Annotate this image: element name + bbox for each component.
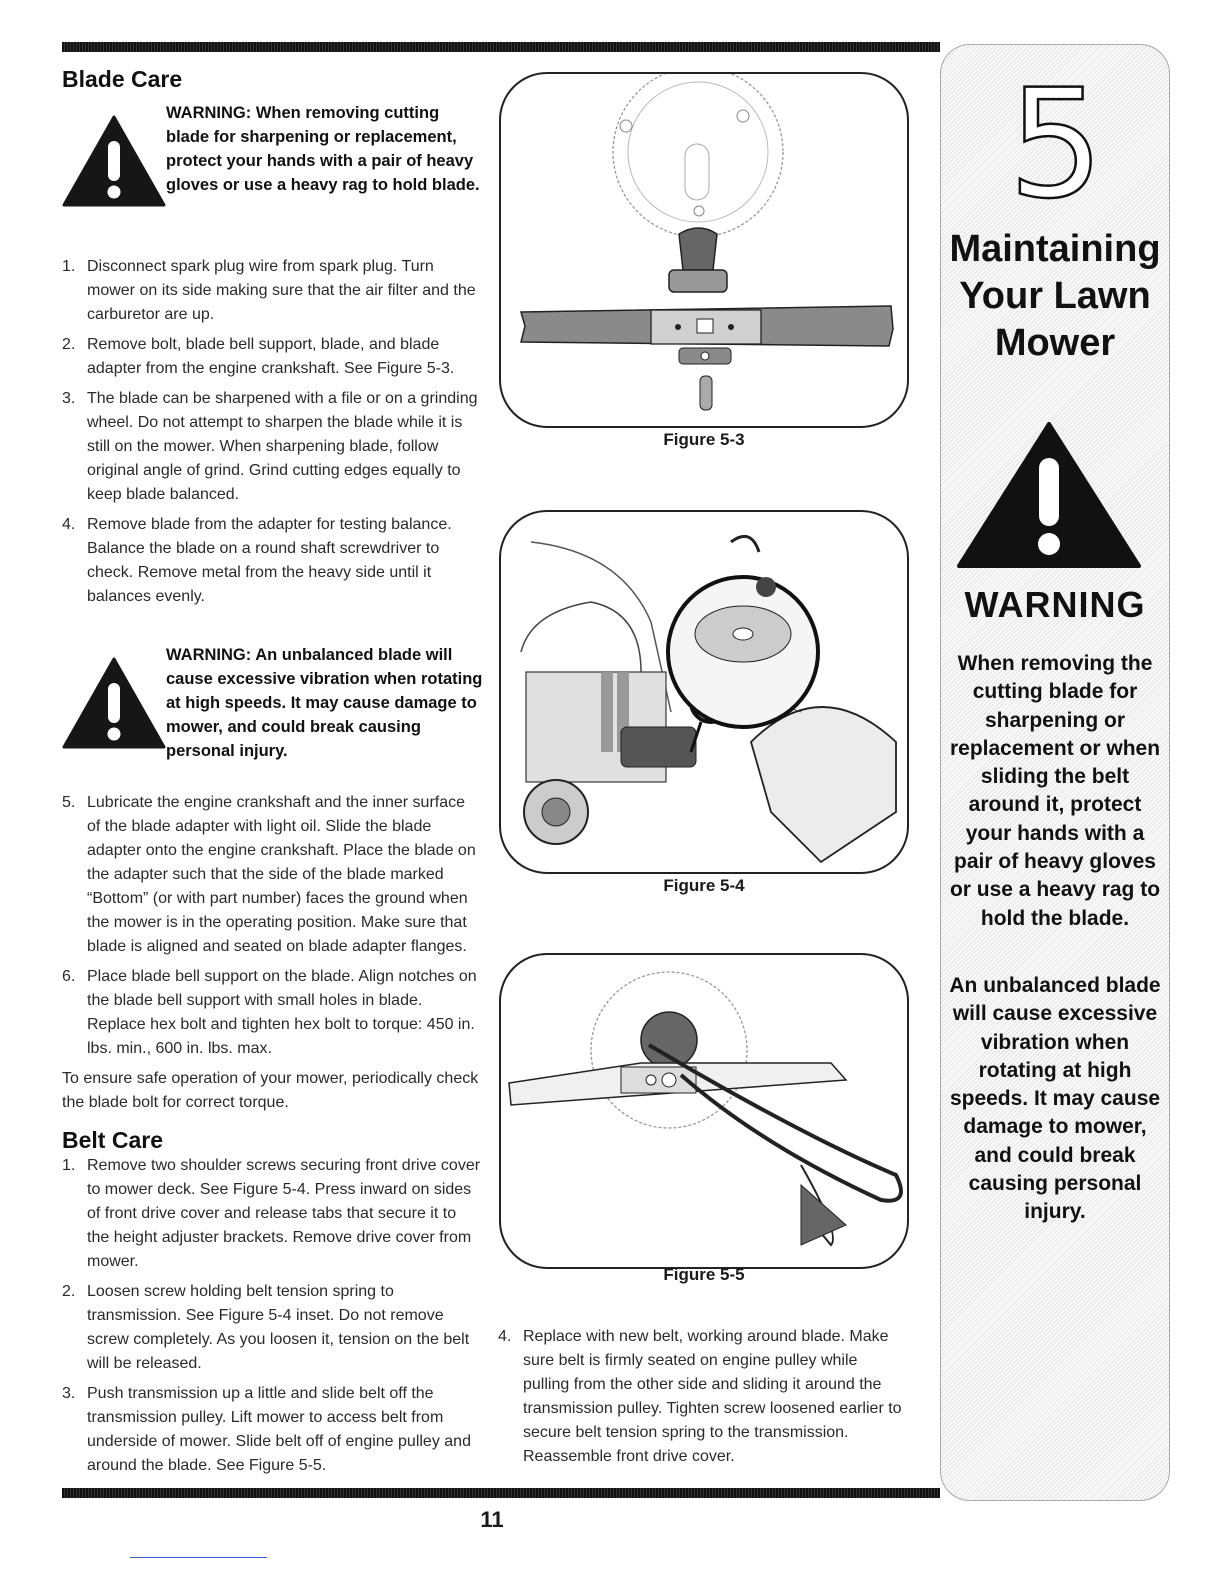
figure-5-5 — [499, 953, 909, 1269]
warning-block-2 — [62, 643, 482, 791]
warning-triangle-icon — [62, 115, 166, 207]
sidebar-warning-label: WARNING — [964, 584, 1146, 625]
list-item: 1. Remove two shoulder screws securing front drive cover to mower deck. See Figure 5-4. Press inward on sides of front drive cover and release tabs that secure it to the height adjuster brackets. Remove drive cover from mower. — [62, 1157, 481, 1270]
left-column — [62, 66, 482, 1484]
blade-closing-paragraph: To ensure safe operation of your mower, periodically check the blade bolt for correct torque. — [62, 1070, 479, 1111]
sidebar-warning-text-1: When removing the cutting blade for sharpening or replacement or when sliding the belt around it, protect your hands with a pair of heavy gloves or use a heavy rag to hold the blade. — [949, 652, 1161, 930]
warning-text-1: WARNING: When removing cutting blade for sharpening or replacement, protect your hands with a pair of heavy gloves or use a heavy rag to hold blade. — [166, 104, 480, 194]
list-item: 3. The blade can be sharpened with a file or on a grinding wheel. Do not attempt to sharpen the blade while it is still on the mower. When sharpening blade, follow original angle of grind. Grind cutting edges equally to keep blade balanced. — [62, 390, 478, 503]
blade-steps-a — [62, 255, 482, 609]
figure-5-3 — [499, 72, 909, 428]
blade-assembly-illustration — [501, 74, 907, 426]
bottom-rule — [62, 1488, 940, 1498]
list-item: 5. Lubricate the engine crankshaft and the inner surface of the blade adapter with light oil. Slide the blade adapter onto the engine crankshaft. Place the blade on the adapter such that the side of the blade marked “Bottom” (or with part number) faces the ground when the mower is in the operating position. Make sure that blade is aligned and seated on blade adapter flanges. — [62, 794, 476, 955]
list-item: 3. Push transmission up a little and slide belt off the transmission pulley. Lift mower to access belt from underside of mower. Slide belt off of engine pulley and around the blade. See Figure 5-5. — [62, 1385, 471, 1474]
list-item: 4. Replace with new belt, working around blade. Make sure belt is firmly seated on engine pulley while pulling from the other side and sliding it around the transmission pulley. Tighten screw loosened earlier to secure belt tension spring to the transmission. Reassemble front drive cover. — [498, 1328, 902, 1465]
blade-steps-b — [62, 791, 482, 1061]
list-item: 6. Place blade bell support on the blade. Align notches on the blade bell support with small holes in blade. Replace hex bolt and tighten hex bolt to torque: 450 in. lbs. min., 600 in. lbs. max. — [62, 968, 477, 1057]
list-item: 1. Disconnect spark plug wire from spark plug. Turn mower on its side making sure that the air filter and the carburetor are up. — [62, 258, 476, 323]
list-item: 2. Loosen screw holding belt tension spring to transmission. See Figure 5-4 inset. Do not remove screw completely. As you loosen it, tension on the belt will be released. — [62, 1283, 470, 1372]
list-item: 2. Remove bolt, blade bell support, blade, and blade adapter from the engine crankshaft. See Figure 5-3. — [62, 336, 455, 377]
page-number: 11 — [480, 1507, 504, 1532]
belt-care-heading: Belt Care — [62, 1127, 163, 1153]
chapter-title: Maintaining Your Lawn Mower — [949, 228, 1161, 364]
figure-5-5-caption: Figure 5-5 — [663, 1265, 745, 1284]
warning-triangle-icon — [62, 657, 166, 749]
figure-5-3-caption: Figure 5-3 — [663, 430, 745, 449]
warning-text-2: WARNING: An unbalanced blade will cause excessive vibration when rotating at high speeds. It may cause damage to mower, and could break causing personal injury. — [166, 646, 483, 760]
blade-care-heading: Blade Care — [62, 66, 183, 92]
chapter-number: 5 — [1008, 58, 1104, 232]
belt-removal-illustration — [501, 955, 907, 1267]
top-rule — [62, 42, 940, 52]
warning-block-1 — [62, 101, 482, 221]
footer-link-underline — [130, 1557, 267, 1558]
list-item: 4. Remove blade from the adapter for testing balance. Balance the blade on a round shaft screwdriver to check. Remove metal from the heavy side until it balances evenly. — [62, 516, 452, 605]
warning-triangle-icon — [955, 420, 1143, 570]
sidebar-warning-text-2: An unbalanced blade will cause excessive vibration when rotating at high speeds. It may cause damage to mower, and could break causing personal injury. — [949, 974, 1161, 1224]
belt-steps — [62, 1154, 482, 1478]
drive-cover-illustration — [501, 512, 907, 872]
figure-5-4 — [499, 510, 909, 874]
belt-step-4 — [498, 1325, 908, 1475]
figure-5-4-caption: Figure 5-4 — [663, 876, 745, 895]
